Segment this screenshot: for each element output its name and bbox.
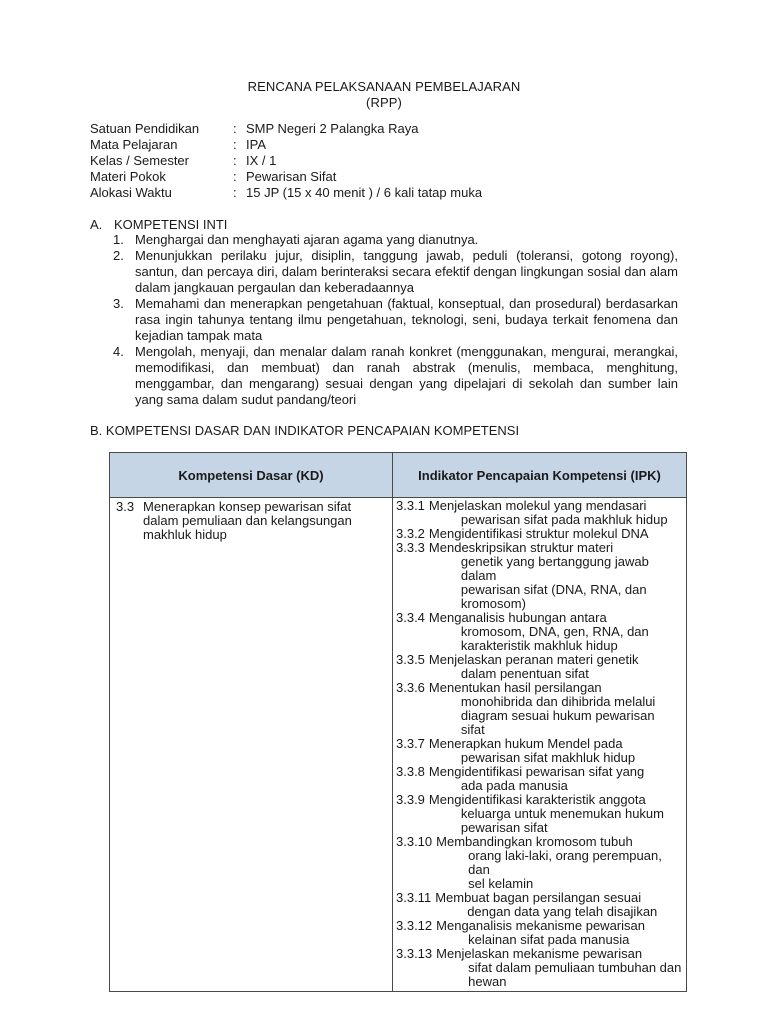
list-item bbox=[396, 499, 682, 527]
ipk-line: sel kelamin bbox=[468, 876, 534, 891]
section-a-heading bbox=[90, 217, 227, 233]
ipk-line: Mengidentifikasi karakteristik anggota bbox=[428, 792, 646, 807]
ipk-line: Mendeskripsikan struktur materi bbox=[428, 540, 614, 555]
document-title: RENCANA PELAKSANAAN PEMBELAJARAN bbox=[247, 79, 521, 94]
list-item bbox=[396, 765, 682, 793]
meta-row-materi-pokok bbox=[90, 169, 690, 185]
kd-line: makhluk hidup bbox=[143, 527, 227, 542]
meta-label: Satuan Pendidikan bbox=[90, 121, 200, 136]
list-item bbox=[396, 835, 682, 891]
ipk-line: Mengidentifikasi pewarisan sifat yang bbox=[428, 764, 645, 779]
meta-label: Kelas / Semester bbox=[90, 153, 189, 168]
ipk-line: dengan data yang telah disajikan bbox=[467, 904, 658, 919]
ipk-number: 3.3.3 bbox=[396, 540, 425, 555]
meta-value: IX / 1 bbox=[246, 153, 277, 168]
meta-label: Mata Pelajaran bbox=[90, 137, 178, 152]
ipk-line: pewarisan sifat (DNA, RNA, dan bbox=[460, 582, 647, 597]
ipk-number: 3.3.11 bbox=[396, 890, 432, 905]
list-item-number: 4. bbox=[113, 344, 124, 359]
list-item-number: 2. bbox=[113, 248, 124, 263]
ipk-line: kromosom, DNA, gen, RNA, dan bbox=[460, 624, 649, 639]
ipk-line: orang laki-laki, orang perempuan, dan bbox=[468, 848, 662, 877]
list-item bbox=[396, 947, 682, 989]
ipk-number: 3.3.13 bbox=[396, 946, 433, 961]
ipk-number: 3.3.8 bbox=[396, 764, 425, 779]
section-a-title: KOMPETENSI INTI bbox=[114, 217, 228, 232]
ipk-line: Membuat bagan persilangan sesuai bbox=[435, 890, 642, 905]
list-item bbox=[113, 344, 678, 408]
kd-cell bbox=[110, 498, 393, 992]
ipk-line: dalam penentuan sifat bbox=[460, 666, 589, 681]
list-item bbox=[396, 527, 682, 541]
ipk-number: 3.3.2 bbox=[396, 526, 425, 541]
list-item bbox=[396, 681, 682, 737]
ipk-line: pewarisan sifat pada makhluk hidup bbox=[460, 512, 668, 527]
list-item-text: Menghargai dan menghayati ajaran agama yang dianutnya. bbox=[135, 232, 479, 247]
list-item bbox=[113, 248, 678, 296]
list-item bbox=[113, 232, 678, 248]
ipk-number: 3.3.12 bbox=[396, 918, 433, 933]
meta-label: Materi Pokok bbox=[90, 169, 166, 184]
list-item bbox=[113, 296, 678, 344]
meta-row-mata-pelajaran bbox=[90, 137, 690, 153]
ipk-line: kromosom) bbox=[460, 596, 526, 611]
ipk-number: 3.3.9 bbox=[396, 792, 425, 807]
meta-value: SMP Negeri 2 Palangka Raya bbox=[246, 121, 419, 136]
list-item bbox=[396, 919, 682, 947]
identity-block bbox=[90, 121, 690, 201]
list-item bbox=[396, 541, 682, 611]
ipk-line: Membandingkan kromosom tubuh bbox=[436, 834, 633, 849]
meta-value: IPA bbox=[246, 137, 266, 152]
ipk-line: Mengidentifikasi struktur molekul DNA bbox=[428, 526, 649, 541]
list-item bbox=[396, 653, 682, 681]
list-item-text: Menunjukkan perilaku jujur, disiplin, tanggung jawab, peduli (toleransi, gotong royong), santun, dan percaya diri, dalam berinteraksi secara efektif dengan lingkungan sosial dan alam dalam jangkauan pergaulan dan keberadaannya bbox=[135, 248, 678, 295]
meta-row-kelas-semester bbox=[90, 153, 690, 169]
list-item-text: Mengolah, menyaji, dan menalar dalam ranah konkret (menggunakan, mengurai, merangkai, memodifikasi, dan membuat) dan ranah abstrak (menulis, membaca, menghitung, menggambar, dan mengarang) sesuai dengan yang dipelajari di sekolah dan sumber lain yang sama dalam sudut pandang/teori bbox=[135, 344, 678, 407]
ipk-line: Menjelaskan peranan materi genetik bbox=[428, 652, 639, 667]
document-subtitle: (RPP) bbox=[366, 95, 402, 110]
section-b-heading: B. KOMPETENSI DASAR DAN INDIKATOR PENCAPAIAN KOMPETENSI bbox=[90, 423, 520, 438]
ipk-number: 3.3.5 bbox=[396, 652, 425, 667]
ipk-line: Menganalisis mekanisme pewarisan bbox=[436, 918, 645, 933]
ipk-line: keluarga untuk menemukan hukum bbox=[460, 806, 664, 821]
meta-separator: : bbox=[233, 137, 237, 152]
ipk-line: Menerapkan hukum Mendel pada bbox=[428, 736, 623, 751]
ipk-line: monohibrida dan dihibrida melalui bbox=[460, 694, 656, 709]
ipk-cell bbox=[393, 498, 687, 992]
section-a-number: A. bbox=[90, 217, 103, 232]
meta-separator: : bbox=[233, 185, 237, 200]
list-item bbox=[396, 793, 682, 835]
ipk-number: 3.3.7 bbox=[396, 736, 425, 751]
ipk-line: karakteristik makhluk hidup bbox=[460, 638, 618, 653]
ipk-line: Menganalisis hubungan antara bbox=[428, 610, 607, 625]
ipk-line: pewarisan sifat bbox=[460, 820, 548, 835]
ipk-line: Menjelaskan molekul yang mendasari bbox=[428, 498, 647, 513]
meta-value: Pewarisan Sifat bbox=[246, 169, 337, 184]
ipk-line: pewarisan sifat makhluk hidup bbox=[460, 750, 636, 765]
kd-line: Menerapkan konsep pewarisan sifat bbox=[143, 499, 352, 514]
ipk-line: diagram sesuai hukum pewarisan sifat bbox=[460, 708, 655, 737]
ipk-number: 3.3.4 bbox=[396, 610, 425, 625]
ipk-list bbox=[393, 498, 686, 991]
ipk-line: sifat dalam pemuliaan tumbuhan dan bbox=[468, 960, 682, 975]
meta-separator: : bbox=[233, 153, 237, 168]
ipk-line: Menentukan hasil persilangan bbox=[428, 680, 602, 695]
ipk-line: ada pada manusia bbox=[460, 778, 568, 793]
ipk-line: hewan bbox=[468, 974, 507, 989]
list-item-number: 3. bbox=[113, 296, 124, 311]
kompetensi-inti-list bbox=[113, 232, 678, 408]
list-item bbox=[396, 611, 682, 653]
list-item bbox=[396, 891, 682, 919]
meta-separator: : bbox=[233, 121, 237, 136]
list-item bbox=[396, 737, 682, 765]
meta-label: Alokasi Waktu bbox=[90, 185, 172, 200]
table-header-row bbox=[110, 453, 687, 498]
column-header-ipk: Indikator Pencapaian Kompetensi (IPK) bbox=[393, 453, 687, 498]
ipk-line: genetik yang bertanggung jawab dalam bbox=[460, 554, 649, 583]
meta-row-alokasi-waktu bbox=[90, 185, 690, 201]
kd-line: dalam pemuliaan dan kelangsungan bbox=[143, 513, 352, 528]
ipk-number: 3.3.10 bbox=[396, 834, 433, 849]
table-row bbox=[110, 498, 687, 992]
meta-row-satuan-pendidikan bbox=[90, 121, 690, 137]
ipk-line: kelainan sifat pada manusia bbox=[468, 932, 630, 947]
ipk-line: Menjelaskan mekanisme pewarisan bbox=[436, 946, 643, 961]
kd-text bbox=[143, 500, 388, 542]
list-item-text: Memahami dan menerapkan pengetahuan (faktual, konseptual, dan prosedural) berdasarkan rasa ingin tahunya tentang ilmu pengetahuan, teknologi, seni, budaya terkait fenomena dan kejadian tampak mata bbox=[135, 296, 678, 343]
meta-separator: : bbox=[233, 169, 237, 184]
kd-ipk-table bbox=[109, 452, 687, 992]
kd-number: 3.3 bbox=[116, 499, 135, 514]
column-header-kd: Kompetensi Dasar (KD) bbox=[110, 453, 393, 498]
list-item-number: 1. bbox=[113, 232, 124, 247]
meta-value: 15 JP (15 x 40 menit ) / 6 kali tatap muka bbox=[246, 185, 483, 200]
ipk-number: 3.3.1 bbox=[396, 498, 425, 513]
ipk-number: 3.3.6 bbox=[396, 680, 425, 695]
